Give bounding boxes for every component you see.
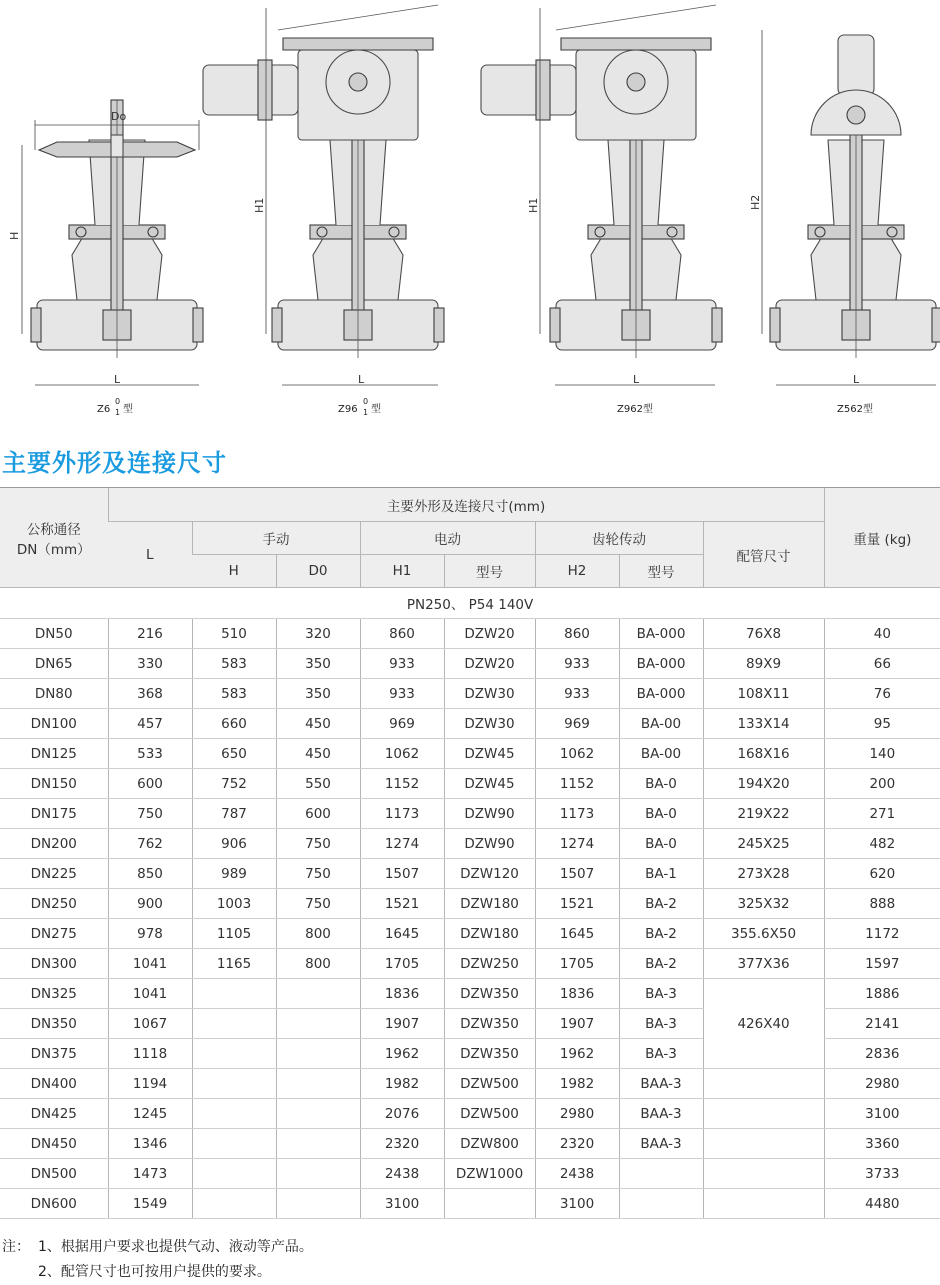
cell-h2: 3100 xyxy=(535,1189,619,1219)
cell-h2: 1062 xyxy=(535,739,619,769)
cell-d0: 350 xyxy=(276,649,360,679)
cell-h: 1105 xyxy=(192,919,276,949)
cell-pipe: 89X9 xyxy=(703,649,824,679)
cell-model-g xyxy=(619,1159,703,1189)
cell-h2: 1507 xyxy=(535,859,619,889)
cell-d0 xyxy=(276,1099,360,1129)
cell-l: 600 xyxy=(108,769,192,799)
cell-model-e: DZW500 xyxy=(444,1069,535,1099)
cell-dn: DN250 xyxy=(0,889,108,919)
svg-text:1: 1 xyxy=(363,408,369,417)
cell-h1: 1962 xyxy=(360,1039,444,1069)
table-row xyxy=(0,1069,940,1099)
cell-model-e: DZW90 xyxy=(444,829,535,859)
cell-dn: DN275 xyxy=(0,919,108,949)
cell-h1: 860 xyxy=(360,619,444,649)
cell-h1: 1907 xyxy=(360,1009,444,1039)
caption-z562: Z562型 xyxy=(837,404,873,415)
cell-model-g: BA-0 xyxy=(619,769,703,799)
cell-weight: 1886 xyxy=(824,979,940,1009)
table-row xyxy=(0,1129,940,1159)
cell-weight: 2980 xyxy=(824,1069,940,1099)
table-row xyxy=(0,649,940,679)
cell-h xyxy=(192,1189,276,1219)
cell-h1: 933 xyxy=(360,649,444,679)
cell-h2: 1962 xyxy=(535,1039,619,1069)
cell-model-g: BAA-3 xyxy=(619,1069,703,1099)
cell-model-g xyxy=(619,1189,703,1219)
table-row xyxy=(0,979,940,1009)
header-electric-group: 电动 xyxy=(360,522,535,555)
cell-model-e: DZW90 xyxy=(444,799,535,829)
table-row xyxy=(0,739,940,769)
cell-model-g: BA-3 xyxy=(619,1009,703,1039)
cell-d0: 350 xyxy=(276,679,360,709)
drawing-z961 xyxy=(203,5,444,358)
cell-h1: 1645 xyxy=(360,919,444,949)
cell-pipe: 194X20 xyxy=(703,769,824,799)
cell-l: 1194 xyxy=(108,1069,192,1099)
cell-d0: 750 xyxy=(276,829,360,859)
cell-dn: DN400 xyxy=(0,1069,108,1099)
cell-weight: 76 xyxy=(824,679,940,709)
cell-model-e: DZW180 xyxy=(444,889,535,919)
cell-model-g: BA-3 xyxy=(619,1039,703,1069)
table-row xyxy=(0,769,940,799)
cell-h: 583 xyxy=(192,679,276,709)
cell-d0: 450 xyxy=(276,739,360,769)
table-row xyxy=(0,829,940,859)
cell-model-e: DZW250 xyxy=(444,949,535,979)
cell-l: 1346 xyxy=(108,1129,192,1159)
dim-l-label-4: L xyxy=(853,373,860,386)
cell-h xyxy=(192,1009,276,1039)
cell-dn: DN350 xyxy=(0,1009,108,1039)
header-pipe: 配管尺寸 xyxy=(703,522,824,588)
cell-model-e: DZW20 xyxy=(444,619,535,649)
cell-l: 1118 xyxy=(108,1039,192,1069)
cell-h1: 1062 xyxy=(360,739,444,769)
cell-model-g: BA-000 xyxy=(619,649,703,679)
cell-h: 787 xyxy=(192,799,276,829)
cell-weight: 271 xyxy=(824,799,940,829)
cell-weight: 3100 xyxy=(824,1099,940,1129)
cell-h: 989 xyxy=(192,859,276,889)
cell-weight: 2836 xyxy=(824,1039,940,1069)
header-h1: H1 xyxy=(360,555,444,588)
cell-weight: 140 xyxy=(824,739,940,769)
cell-h xyxy=(192,979,276,1009)
cell-weight: 40 xyxy=(824,619,940,649)
table-row xyxy=(0,859,940,889)
cell-model-e: DZW350 xyxy=(444,1039,535,1069)
cell-h: 1165 xyxy=(192,949,276,979)
cell-d0: 450 xyxy=(276,709,360,739)
cell-model-e: DZW800 xyxy=(444,1129,535,1159)
cell-l: 1041 xyxy=(108,979,192,1009)
cell-h1: 1152 xyxy=(360,769,444,799)
cell-pipe: 355.6X50 xyxy=(703,919,824,949)
svg-text:1: 1 xyxy=(115,408,121,417)
table-row xyxy=(0,949,940,979)
cell-h2: 1645 xyxy=(535,919,619,949)
cell-model-g: BA-2 xyxy=(619,949,703,979)
header-dn: 公称通径 DN（mm） xyxy=(0,488,108,588)
cell-h: 752 xyxy=(192,769,276,799)
cell-model-e: DZW120 xyxy=(444,859,535,889)
table-row xyxy=(0,1159,940,1189)
cell-h xyxy=(192,1159,276,1189)
dim-l-label-2: L xyxy=(358,373,365,386)
cell-d0: 800 xyxy=(276,949,360,979)
cell-weight: 888 xyxy=(824,889,940,919)
cell-dn: DN65 xyxy=(0,649,108,679)
cell-l: 1067 xyxy=(108,1009,192,1039)
cell-d0 xyxy=(276,1069,360,1099)
notes-prefix: 注： xyxy=(2,1239,30,1255)
cell-d0 xyxy=(276,1039,360,1069)
cell-pipe-merged: 426X40 xyxy=(703,979,824,1069)
cell-model-g: BA-1 xyxy=(619,859,703,889)
cell-pipe xyxy=(703,1069,824,1099)
cell-pipe: 133X14 xyxy=(703,709,824,739)
cell-weight: 95 xyxy=(824,709,940,739)
header-main-group: 主要外形及连接尺寸(mm) xyxy=(108,488,824,522)
cell-weight: 1172 xyxy=(824,919,940,949)
cell-weight: 3733 xyxy=(824,1159,940,1189)
valve-drawings xyxy=(0,0,940,430)
cell-h2: 1705 xyxy=(535,949,619,979)
cell-pipe xyxy=(703,1189,824,1219)
cell-dn: DN425 xyxy=(0,1099,108,1129)
cell-l: 1549 xyxy=(108,1189,192,1219)
cell-l: 850 xyxy=(108,859,192,889)
cell-dn: DN80 xyxy=(0,679,108,709)
dim-l-label-3: L xyxy=(633,373,640,386)
cell-h1: 1836 xyxy=(360,979,444,1009)
dim-l-label-1: L xyxy=(114,373,121,386)
cell-d0 xyxy=(276,979,360,1009)
drawing-z562 xyxy=(770,35,940,358)
cell-pipe xyxy=(703,1159,824,1189)
table-row xyxy=(0,889,940,919)
cell-model-g: BA-2 xyxy=(619,889,703,919)
cell-model-e: DZW20 xyxy=(444,649,535,679)
svg-text:型: 型 xyxy=(371,404,381,415)
cell-l: 1041 xyxy=(108,949,192,979)
cell-model-e: DZW180 xyxy=(444,919,535,949)
cell-h2: 933 xyxy=(535,649,619,679)
cell-l: 1245 xyxy=(108,1099,192,1129)
table-row xyxy=(0,1099,940,1129)
cell-model-e: DZW350 xyxy=(444,1009,535,1039)
cell-h1: 2320 xyxy=(360,1129,444,1159)
cell-dn: DN150 xyxy=(0,769,108,799)
cell-h2: 1982 xyxy=(535,1069,619,1099)
cell-weight: 4480 xyxy=(824,1189,940,1219)
cell-h: 660 xyxy=(192,709,276,739)
dim-h1-label-1: H1 xyxy=(253,197,266,213)
header-d0: D0 xyxy=(276,555,360,588)
cell-h: 906 xyxy=(192,829,276,859)
cell-model-g: BA-2 xyxy=(619,919,703,949)
header-manual-group: 手动 xyxy=(192,522,360,555)
svg-text:0: 0 xyxy=(363,397,369,406)
cell-pipe: 325X32 xyxy=(703,889,824,919)
cell-h2: 1907 xyxy=(535,1009,619,1039)
cell-h1: 2076 xyxy=(360,1099,444,1129)
cell-h xyxy=(192,1099,276,1129)
header-l: L xyxy=(108,522,192,588)
cell-h2: 1274 xyxy=(535,829,619,859)
cell-l: 762 xyxy=(108,829,192,859)
header-model-electric: 型号 xyxy=(444,555,535,588)
drawing-z61 xyxy=(31,100,203,358)
cell-h2: 2438 xyxy=(535,1159,619,1189)
table-row xyxy=(0,919,940,949)
cell-pipe: 76X8 xyxy=(703,619,824,649)
cell-h2: 1836 xyxy=(535,979,619,1009)
cell-dn: DN450 xyxy=(0,1129,108,1159)
cell-d0: 750 xyxy=(276,889,360,919)
cell-h2: 933 xyxy=(535,679,619,709)
cell-dn: DN600 xyxy=(0,1189,108,1219)
cell-weight: 3360 xyxy=(824,1129,940,1159)
cell-h1: 1705 xyxy=(360,949,444,979)
caption-z961 xyxy=(338,397,381,417)
header-model-gear: 型号 xyxy=(619,555,703,588)
cell-h2: 1152 xyxy=(535,769,619,799)
cell-model-e xyxy=(444,1189,535,1219)
note-item-1: 1、根据用户要求也提供气动、液动等产品。 xyxy=(38,1239,313,1255)
note-item-2: 2、配管尺寸也可按用户提供的要求。 xyxy=(38,1264,271,1280)
cell-pipe: 219X22 xyxy=(703,799,824,829)
cell-h2: 1521 xyxy=(535,889,619,919)
cell-h2: 1173 xyxy=(535,799,619,829)
cell-model-g: BA-0 xyxy=(619,829,703,859)
cell-dn: DN200 xyxy=(0,829,108,859)
cell-weight: 482 xyxy=(824,829,940,859)
cell-dn: DN125 xyxy=(0,739,108,769)
cell-dn: DN375 xyxy=(0,1039,108,1069)
cell-h1: 1507 xyxy=(360,859,444,889)
cell-h1: 969 xyxy=(360,709,444,739)
cell-model-e: DZW350 xyxy=(444,979,535,1009)
table-row xyxy=(0,799,940,829)
header-weight: 重量 (kg) xyxy=(824,488,940,588)
cell-h1: 1274 xyxy=(360,829,444,859)
cell-model-e: DZW1000 xyxy=(444,1159,535,1189)
cell-d0: 800 xyxy=(276,919,360,949)
header-h2: H2 xyxy=(535,555,619,588)
cell-dn: DN100 xyxy=(0,709,108,739)
cell-model-g: BA-00 xyxy=(619,739,703,769)
cell-model-e: DZW45 xyxy=(444,769,535,799)
cell-h1: 933 xyxy=(360,679,444,709)
notes xyxy=(2,1235,313,1285)
cell-l: 457 xyxy=(108,709,192,739)
svg-text:型: 型 xyxy=(123,404,133,415)
spec-table xyxy=(0,487,940,1219)
caption-z61 xyxy=(97,397,133,417)
cell-d0 xyxy=(276,1129,360,1159)
cell-model-e: DZW45 xyxy=(444,739,535,769)
svg-text:Z96: Z96 xyxy=(338,404,358,415)
cell-weight: 2141 xyxy=(824,1009,940,1039)
cell-l: 900 xyxy=(108,889,192,919)
cell-h: 583 xyxy=(192,649,276,679)
cell-l: 978 xyxy=(108,919,192,949)
cell-h xyxy=(192,1129,276,1159)
cell-l: 368 xyxy=(108,679,192,709)
dim-h2-label: H2 xyxy=(749,194,762,210)
svg-text:Z6: Z6 xyxy=(97,404,111,415)
cell-h1: 3100 xyxy=(360,1189,444,1219)
table-row xyxy=(0,679,940,709)
cell-h1: 1982 xyxy=(360,1069,444,1099)
cell-h: 510 xyxy=(192,619,276,649)
cell-dn: DN300 xyxy=(0,949,108,979)
cell-pipe: 245X25 xyxy=(703,829,824,859)
cell-model-g: BAA-3 xyxy=(619,1099,703,1129)
cell-h: 1003 xyxy=(192,889,276,919)
cell-weight: 1597 xyxy=(824,949,940,979)
cell-dn: DN325 xyxy=(0,979,108,1009)
caption-z962: Z962型 xyxy=(617,404,653,415)
cell-l: 533 xyxy=(108,739,192,769)
dim-h-label: H xyxy=(8,231,21,240)
cell-h xyxy=(192,1039,276,1069)
section-label: PN250、 P54 140V xyxy=(0,588,940,619)
cell-model-e: DZW30 xyxy=(444,709,535,739)
cell-pipe: 168X16 xyxy=(703,739,824,769)
cell-h: 650 xyxy=(192,739,276,769)
cell-model-g: BA-3 xyxy=(619,979,703,1009)
cell-d0 xyxy=(276,1159,360,1189)
cell-d0: 600 xyxy=(276,799,360,829)
drawing-z962 xyxy=(481,5,722,358)
dim-h1-label-2: H1 xyxy=(527,197,540,213)
cell-h1: 1173 xyxy=(360,799,444,829)
dim-do-label: Do xyxy=(111,110,127,123)
cell-d0 xyxy=(276,1009,360,1039)
cell-dn: DN500 xyxy=(0,1159,108,1189)
cell-h2: 2320 xyxy=(535,1129,619,1159)
cell-weight: 620 xyxy=(824,859,940,889)
cell-h2: 969 xyxy=(535,709,619,739)
cell-l: 750 xyxy=(108,799,192,829)
cell-pipe: 108X11 xyxy=(703,679,824,709)
cell-model-g: BAA-3 xyxy=(619,1129,703,1159)
cell-d0: 550 xyxy=(276,769,360,799)
cell-model-e: DZW500 xyxy=(444,1099,535,1129)
cell-h xyxy=(192,1069,276,1099)
svg-text:0: 0 xyxy=(115,397,121,406)
table-row xyxy=(0,1189,940,1219)
header-h: H xyxy=(192,555,276,588)
cell-h2: 860 xyxy=(535,619,619,649)
cell-model-g: BA-0 xyxy=(619,799,703,829)
cell-model-g: BA-000 xyxy=(619,679,703,709)
cell-model-g: BA-00 xyxy=(619,709,703,739)
header-gear-group: 齿轮传动 xyxy=(535,522,703,555)
table-row xyxy=(0,619,940,649)
cell-dn: DN175 xyxy=(0,799,108,829)
cell-l: 216 xyxy=(108,619,192,649)
cell-weight: 200 xyxy=(824,769,940,799)
cell-l: 330 xyxy=(108,649,192,679)
cell-d0 xyxy=(276,1189,360,1219)
section-heading: 主要外形及连接尺寸 xyxy=(2,449,227,477)
cell-h1: 1521 xyxy=(360,889,444,919)
cell-dn: DN225 xyxy=(0,859,108,889)
cell-h2: 2980 xyxy=(535,1099,619,1129)
cell-dn: DN50 xyxy=(0,619,108,649)
cell-model-g: BA-000 xyxy=(619,619,703,649)
cell-model-e: DZW30 xyxy=(444,679,535,709)
cell-l: 1473 xyxy=(108,1159,192,1189)
cell-pipe: 273X28 xyxy=(703,859,824,889)
cell-h1: 2438 xyxy=(360,1159,444,1189)
cell-pipe: 377X36 xyxy=(703,949,824,979)
cell-pipe xyxy=(703,1099,824,1129)
cell-d0: 320 xyxy=(276,619,360,649)
cell-d0: 750 xyxy=(276,859,360,889)
cell-pipe xyxy=(703,1129,824,1159)
table-row xyxy=(0,709,940,739)
cell-weight: 66 xyxy=(824,649,940,679)
